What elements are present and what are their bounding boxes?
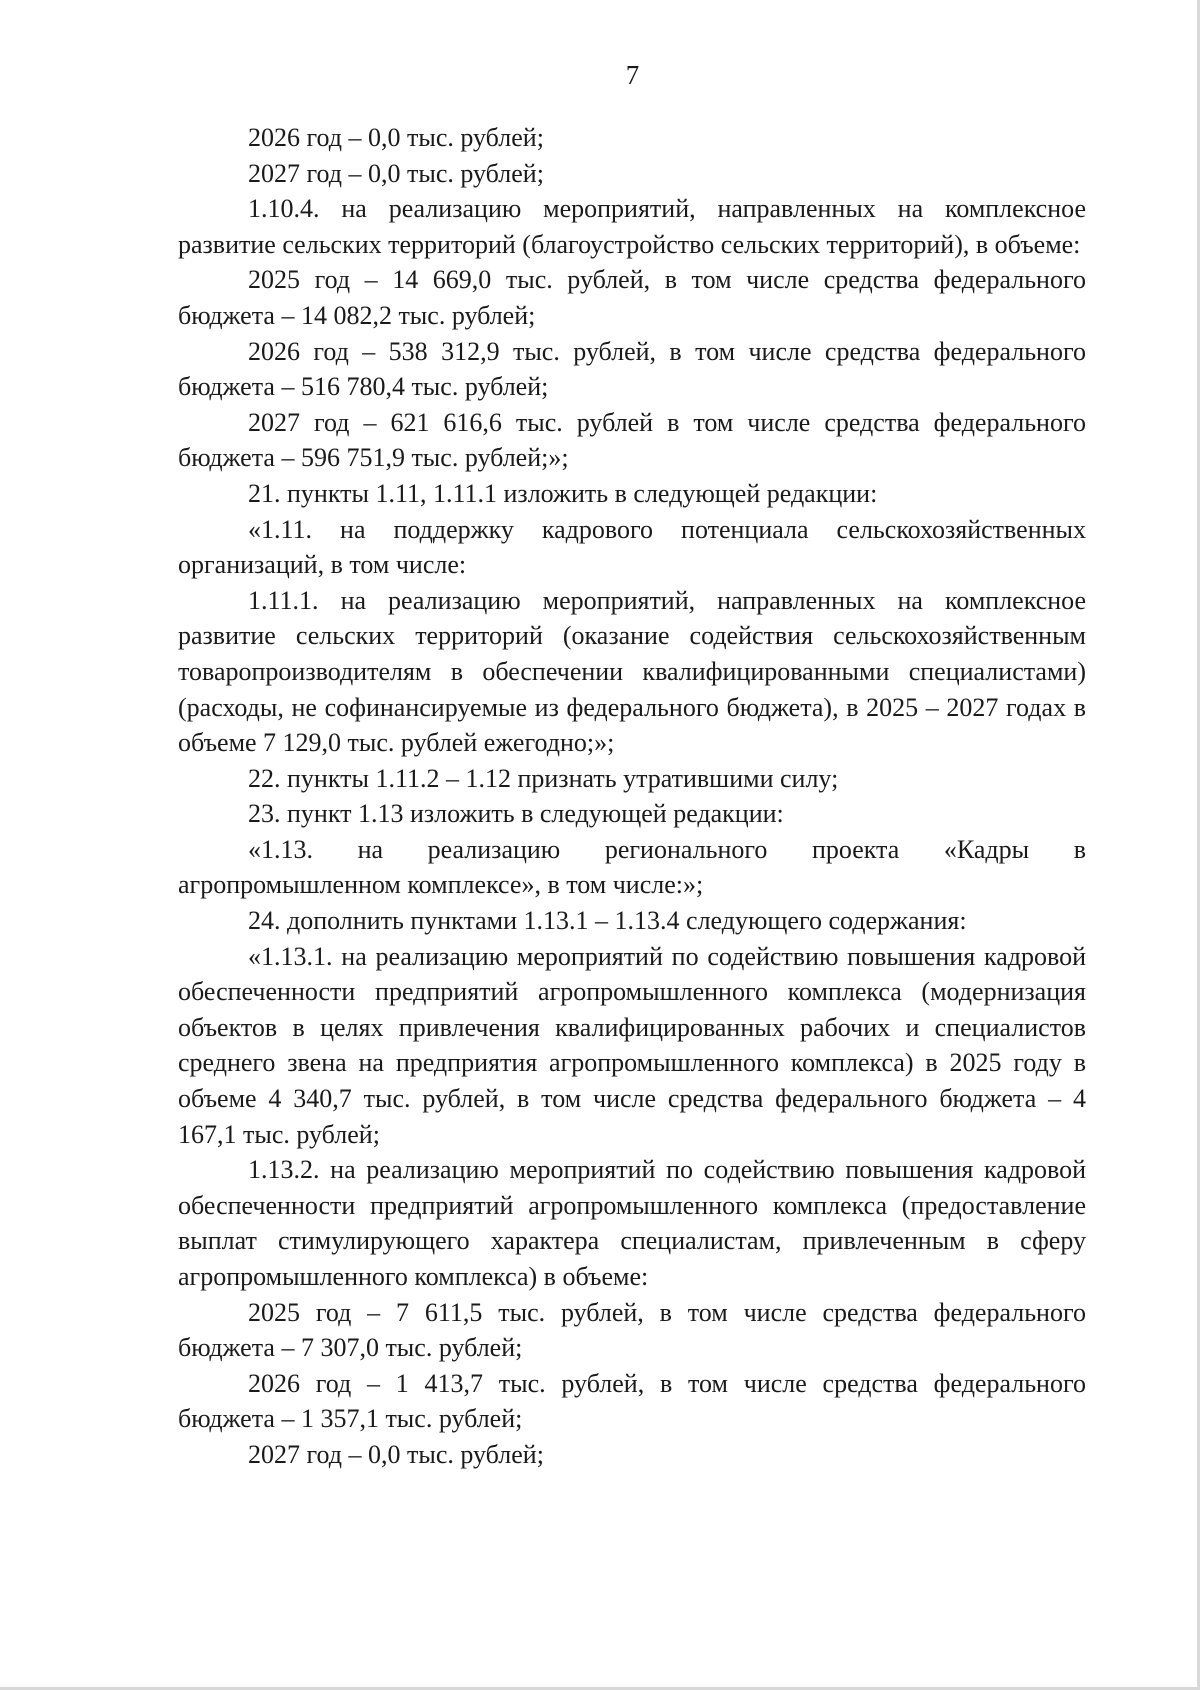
paragraph-amendment-24: 24. дополнить пунктами 1.13.1 – 1.13.4 следующего содержания: [248,906,967,936]
paragraph-2026-amount-c: 2026 год – 1 413,7 тыс. рублей, в том числе средства федерального бюджета – 1 357,1 тыс. рублей; [178,1368,1086,1434]
paragraph-amendment-22: 22. пункты 1.11.2 – 1.12 признать утратившими силу; [248,763,839,793]
paragraph-amendment-23: 23. пункт 1.13 изложить в следующей редакции: [248,799,784,829]
page-number: 7 [625,60,640,90]
paragraph-2027-amount: 2027 год – 0,0 тыс. рублей; [248,158,544,188]
paragraph-item-1-11-1: 1.11.1. на реализацию мероприятий, направленных на комплексное развитие сельских территорий (оказание содействия сельскохозяйственным товаропроизводителям в обеспечении квалифицированными специалистами) (расходы, не софинансируемые из федерального бюджета), в 2025 – 2027 годах в объеме 7 129,0 тыс. рублей ежегодно;»; [178,585,1086,758]
paragraph-amendment-21: 21. пункты 1.11, 1.11.1 изложить в следующей редакции: [248,478,878,508]
paragraph-item-1-13-2: 1.13.2. на реализацию мероприятий по содействию повышения кадровой обеспеченности предприятий агропромышленного комплекса (предоставление выплат стимулирующего характера специалистам, привлеченным в сферу агропромышленного комплекса) в объеме: [178,1155,1086,1291]
paragraph-item-1-13: «1.13. на реализацию регионального проекта «Кадры в агропромышленном комплексе», в том числе:»; [178,834,1086,900]
paragraph-item-1-11: «1.11. на поддержку кадрового потенциала сельскохозяйственных организаций, в том числе: [178,514,1086,580]
paragraph-2025-amount-c: 2025 год – 7 611,5 тыс. рублей, в том числе средства федерального бюджета – 7 307,0 тыс. рублей; [178,1297,1086,1363]
paragraph-2026-amount-b: 2026 год – 538 312,9 тыс. рублей, в том числе средства федерального бюджета – 516 780,4 тыс. рублей; [178,336,1086,402]
paragraph-2027-amount-c: 2027 год – 0,0 тыс. рублей; [248,1439,544,1469]
paragraph-2026-amount: 2026 год – 0,0 тыс. рублей; [248,123,544,152]
paragraph-item-1-13-1: «1.13.1. на реализацию мероприятий по содействию повышения кадровой обеспеченности предприятий агропромышленного комплекса (модернизация объектов в целях привлечения квалифицированных рабочих и специалистов среднего звена на предприятия агропромышленного комплекса) в 2025 году в объеме 4 340,7 тыс. рублей, в том числе средства федерального бюджета – 4 167,1 тыс. рублей; [178,941,1086,1149]
paragraph-2025-amount: 2025 год – 14 669,0 тыс. рублей, в том числе средства федерального бюджета – 14 082,2 тыс. рублей; [178,265,1086,330]
document-body [178,120,1086,1473]
paragraph-item-1-10-4: 1.10.4. на реализацию мероприятий, направленных на комплексное развитие сельских территорий (благоустройство сельских территорий), в объеме: [178,194,1086,259]
paragraph-2027-amount-b: 2027 год – 621 616,6 тыс. рублей в том числе средства федерального бюджета – 596 751,9 тыс. рублей;»; [178,407,1086,473]
